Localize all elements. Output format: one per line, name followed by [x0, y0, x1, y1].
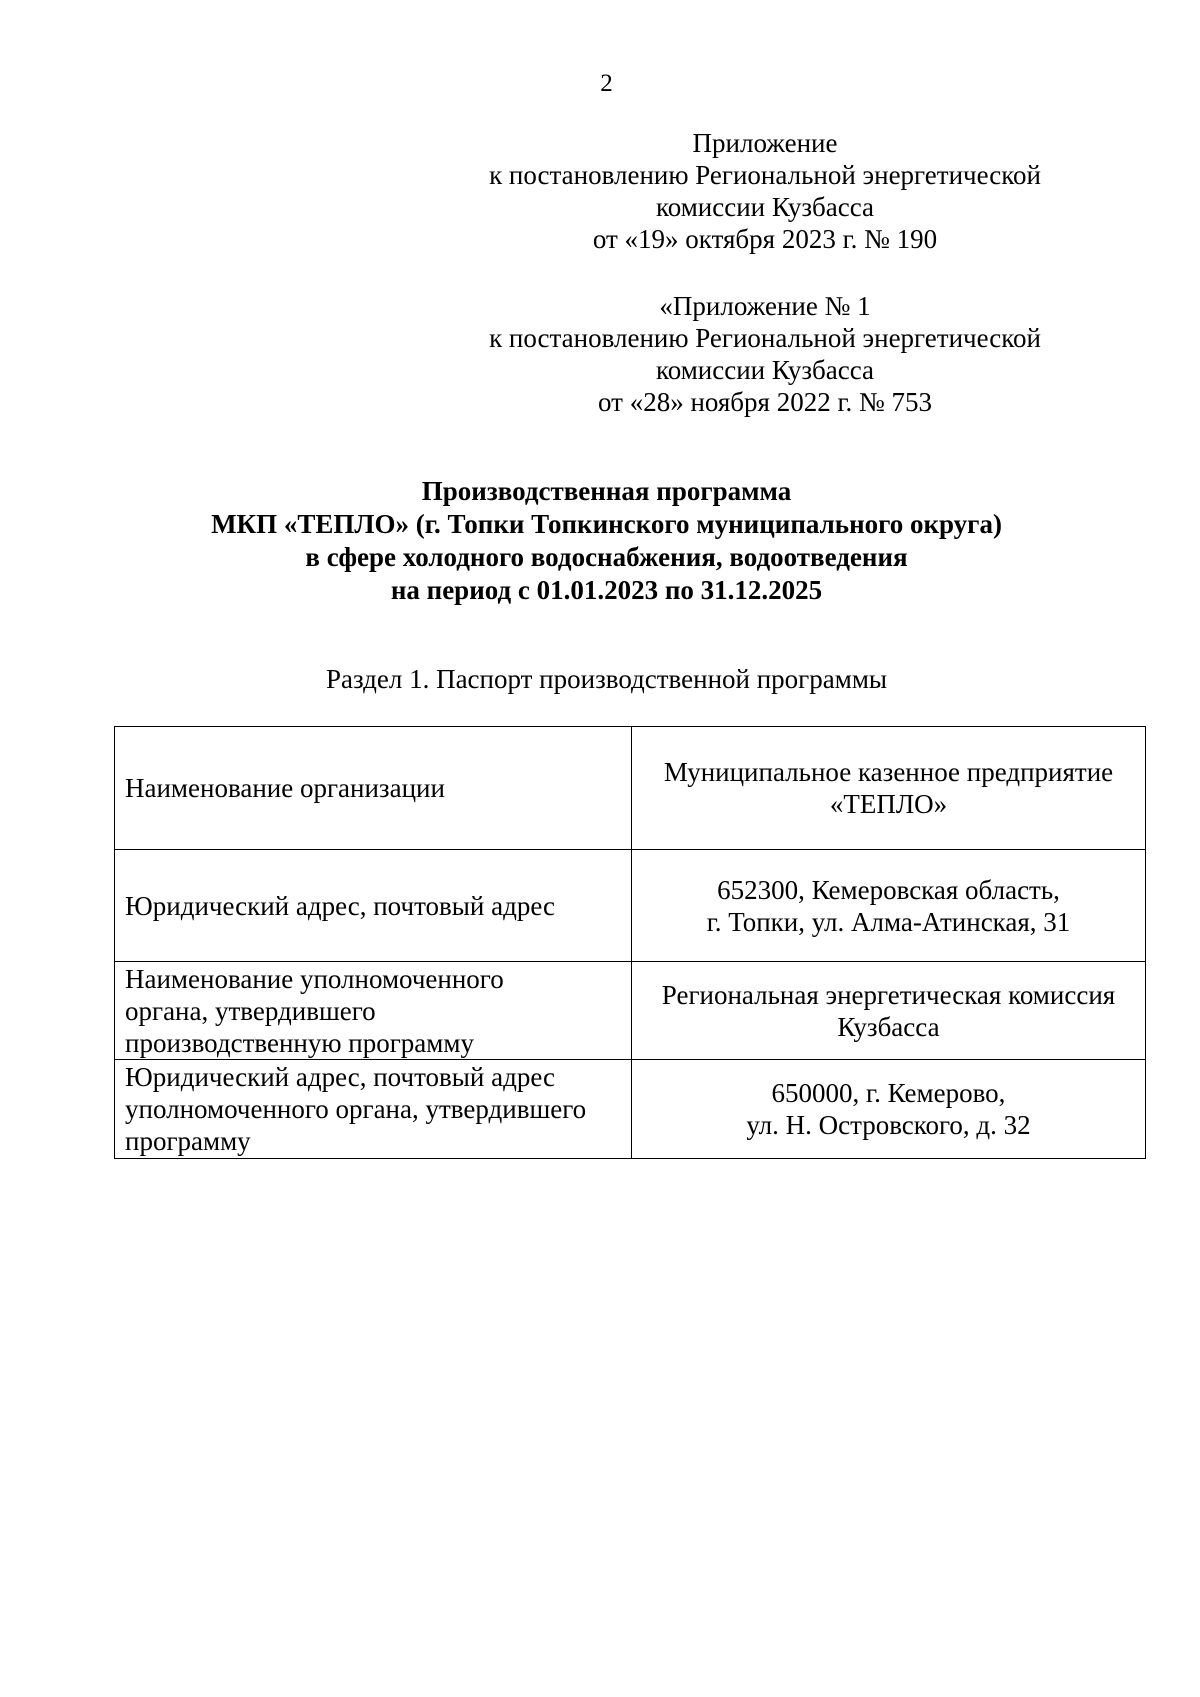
label-text: Юридический адрес, почтовый адрес: [125, 890, 555, 921]
value-line: 650000, г. Кемерово,: [771, 1078, 1006, 1108]
title-line: на период с 01.01.2023 по 31.12.2025: [390, 575, 823, 605]
value-line: Региональная энергетическая комиссия: [661, 979, 1116, 1010]
label-line: органа, утвердившего: [125, 995, 376, 1026]
table-cell-label: [115, 1060, 632, 1159]
approval-line: комиссии Кузбасса: [655, 355, 875, 385]
value-line: г. Топки, ул. Алма-Атинская, 31: [706, 906, 1071, 937]
value-line: 652300, Кемеровская область,: [717, 874, 1060, 905]
title-line: в сфере холодного водоснабжения, водоотведения: [305, 542, 908, 572]
label-text: Наименование организации: [125, 773, 445, 803]
label-line: уполномоченного органа, утвердившего: [125, 1094, 587, 1124]
document-title: [0, 475, 1200, 607]
approval-line: Приложение: [692, 128, 838, 158]
value-line: Муниципальное казенное предприятие: [663, 757, 1114, 787]
original-approval-block: [460, 290, 1070, 418]
table-cell-value: [632, 1060, 1146, 1159]
table-row: [115, 727, 1146, 850]
table-cell-value: [632, 727, 1146, 850]
approval-line: от «28» ноября 2022 г. № 753: [598, 387, 932, 417]
table-cell-label: [115, 962, 632, 1060]
label-line: Наименование уполномоченного: [125, 963, 504, 994]
approval-line: к постановлению Региональной энергетической: [489, 160, 1041, 190]
value-line: ул. Н. Островского, д. 32: [746, 1110, 1031, 1140]
table-cell-label: [115, 850, 632, 962]
approval-line: к постановлению Региональной энергетической: [489, 323, 1041, 353]
label-line: программу: [125, 1126, 251, 1156]
table-row: [115, 850, 1146, 962]
table-cell-value: [632, 850, 1146, 962]
approval-line: от «19» октября 2023 г. № 190: [592, 224, 938, 254]
value-line: Кузбасса: [837, 1011, 940, 1042]
approval-block: [460, 127, 1070, 255]
title-line: МКП «ТЕПЛО» (г. Топки Топкинского муниципального округа): [211, 509, 1002, 539]
approval-line: комиссии Кузбасса: [655, 192, 875, 222]
table-cell-label: [115, 727, 632, 850]
passport-table: [114, 726, 1146, 1159]
title-line: Производственная программа: [421, 476, 792, 506]
table-cell-value: [632, 962, 1146, 1060]
table-row: [115, 1060, 1146, 1159]
label-line: Юридический адрес, почтовый адрес: [125, 1062, 555, 1092]
label-line: производственную программу: [125, 1027, 474, 1058]
table-row: [115, 962, 1146, 1060]
value-line: «ТЕПЛО»: [829, 789, 948, 819]
page-number: 2: [600, 70, 613, 97]
approval-line: «Приложение № 1: [659, 291, 871, 321]
section-heading: Раздел 1. Паспорт производственной программы: [325, 664, 888, 694]
